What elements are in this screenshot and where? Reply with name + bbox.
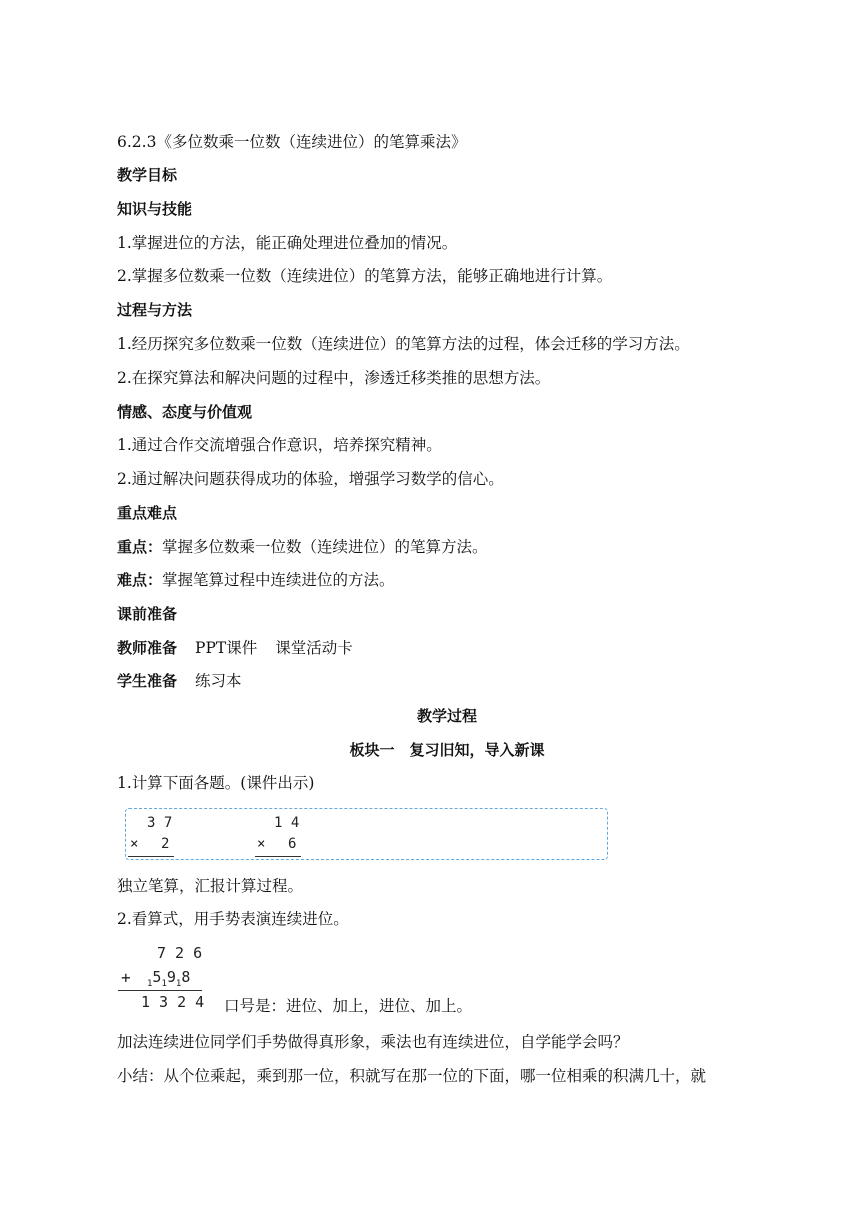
addend-digit-1: 5	[152, 968, 162, 986]
student-item-1: 练习本	[195, 672, 242, 690]
question-2: 2.看算式，用手势表演连续进位。	[117, 910, 349, 928]
knowledge-heading: 知识与技能	[117, 200, 193, 218]
keypoints-heading: 重点难点	[117, 504, 178, 522]
process-item-1: 1.经历探究多位数乘一位数（连续进位）的笔算方法的过程，体会迁移的学习方法。	[117, 335, 690, 353]
difficult-label: 难点：	[117, 571, 163, 589]
carry-1: 1	[147, 979, 153, 989]
process-heading: 过程与方法	[117, 301, 193, 319]
difficult-point	[117, 570, 395, 590]
knowledge-item-2: 2.掌握多位数乘一位数（连续进位）的笔算方法，能够正确地进行计算。	[117, 267, 613, 285]
student-prep	[117, 671, 242, 691]
emotion-heading: 情感、态度与价值观	[117, 403, 253, 421]
preparation-heading: 课前准备	[117, 605, 178, 623]
addend-digit-2: 9	[166, 968, 176, 986]
calc1-op: ×	[130, 836, 139, 852]
knowledge-item-1: 1.掌握进位的方法，能正确处理进位叠加的情况。	[117, 234, 458, 252]
calc1-underline	[128, 856, 174, 857]
emotion-item-2: 2.通过解决问题获得成功的体验，增强学习数学的信心。	[117, 470, 504, 488]
difficult-text: 掌握笔算过程中连续进位的方法。	[162, 571, 395, 589]
objectives-heading: 教学目标	[117, 166, 178, 184]
teacher-label: 教师准备	[117, 639, 178, 657]
teacher-item-1: PPT课件	[195, 639, 258, 657]
student-label: 学生准备	[117, 672, 178, 690]
process-item-2: 2.在探究算法和解决问题的过程中，渗透迁移类推的思想方法。	[117, 369, 551, 387]
calc2-bottom: 6	[288, 836, 297, 852]
question-1: 1.计算下面各题。(课件出示)	[117, 774, 315, 792]
addend-digit-3: 8	[181, 968, 191, 986]
addition-bottom	[147, 968, 191, 989]
calc1-bottom: 2	[161, 836, 170, 852]
summary-text: 小结：从个位乘起，乘到那一位，积就写在那一位的下面，哪一位相乘的积满几十，就	[117, 1067, 707, 1085]
carry-3: 1	[175, 979, 182, 989]
carry-2: 1	[161, 979, 167, 989]
calc2-underline	[255, 856, 301, 857]
addition-underline	[118, 990, 202, 991]
emotion-item-1: 1.通过合作交流增强合作意识，培养探究精神。	[117, 436, 442, 454]
process-section-heading: 教学过程	[416, 707, 477, 725]
addition-top: 7 2 6	[157, 944, 203, 962]
addition-result: 1 3 2 4	[141, 993, 205, 1011]
lesson-title: 6.2.3《多位数乘一位数（连续进位）的笔算乘法》	[117, 133, 467, 151]
calc1-top: 3 7	[147, 815, 173, 831]
teacher-prep	[117, 638, 353, 658]
chant-text: 口号是：进位、加上，进位、加上。	[224, 997, 473, 1015]
teacher-item-2: 课堂活动卡	[275, 639, 353, 657]
calc2-op: ×	[257, 836, 266, 852]
key-text: 掌握多位数乘一位数（连续进位）的笔算方法。	[162, 538, 488, 556]
key-point	[117, 537, 488, 557]
exercise-box	[125, 808, 608, 860]
block1-title: 板块一 复习旧知，导入新课	[349, 741, 545, 759]
addition-op: +	[121, 968, 131, 987]
question-1-note: 独立笔算，汇报计算过程。	[117, 877, 304, 895]
key-label: 重点：	[117, 538, 163, 556]
transition-text: 加法连续进位同学们手势做得真形象，乘法也有连续进位，自学能学会吗？	[117, 1033, 629, 1051]
calc2-top: 1 4	[274, 815, 300, 831]
